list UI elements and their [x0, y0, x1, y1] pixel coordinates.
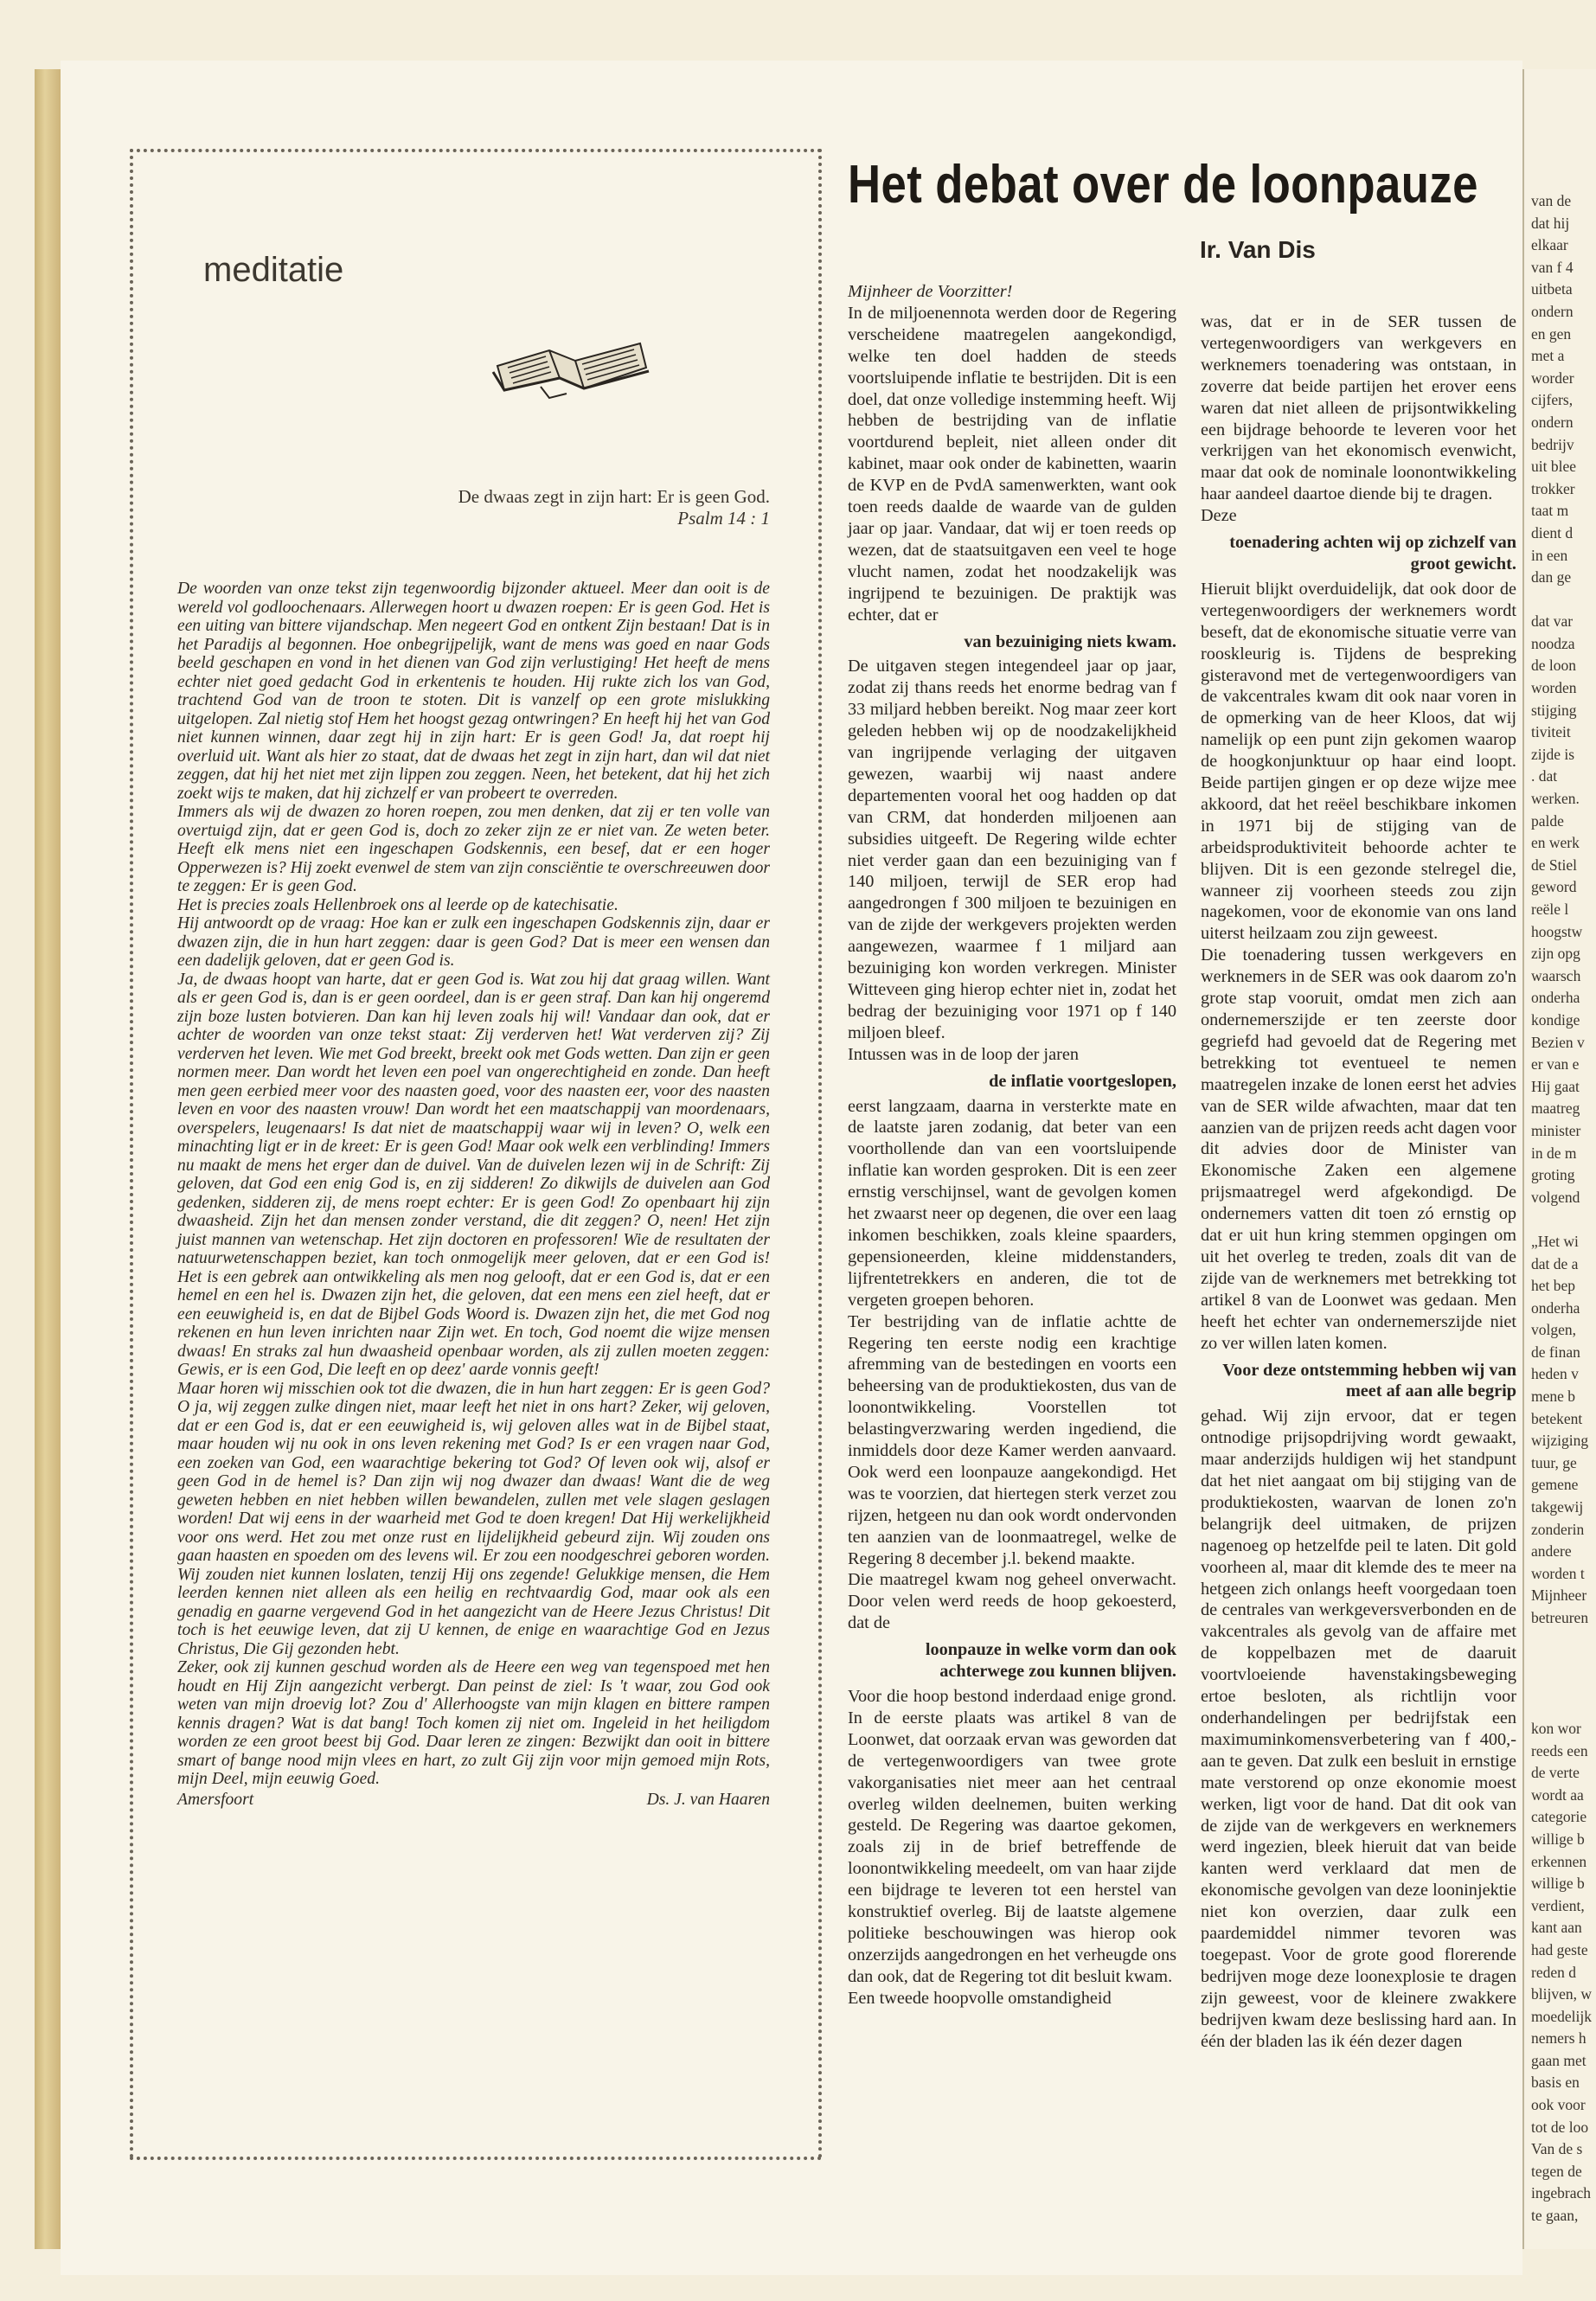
meditation-title: meditatie — [203, 251, 344, 289]
article-column-1 — [848, 281, 1176, 2009]
meditation-author: Ds. J. van Haaren — [646, 1790, 770, 1809]
salutation: Mijnheer de Voorzitter! — [848, 282, 1013, 301]
psalm-quote — [329, 486, 770, 529]
column-2-body — [1201, 311, 1516, 2053]
meditation-paragraph: Het is precies zoals Hellenbroek ons al leerde op de katechisatie. — [177, 895, 619, 914]
next-page-text: van de dat hij elkaar van f 4 uitbeta ondern en gen met a worder cijfers, ondern bedrijv uit blee trokker taat m dient d in een dan ge dat var noodza de loon worden stijging tiviteit zijde is . dat werken. palde en werk de Stiel geword reële l hoogstw zijn opg waarsch onderha kondige Bezien v er van e Hij gaat maatreg minister in de m groting volgend „Het wi dat de a het bep onderha volgen, de finan heden v mene b betekent wijziging tuur, ge gemene takgewij zonderin andere worden t Mijnheer betreuren kon wor reeds een de verte wordt aa categorie willige b erkennen willige b verdient, kant aan had geste reden d blijven, w moedelijk nemers h gaan met basis en ook voor tot de loo Van de s tegen de ingebrach te gaan, — [1531, 192, 1592, 2225]
article-paragraph: Intussen was in de loop der jaren — [848, 1044, 1079, 1064]
subheading: de inflatie voortgeslopen, — [989, 1071, 1176, 1091]
subheading: Voor deze ontstemming hebben wij van meet af aan alle begrip — [1222, 1360, 1516, 1401]
open-bible-icon — [489, 333, 653, 402]
article-headline: Het debat over de loonpauze — [848, 155, 1478, 215]
meditation-paragraph: Zeker, ook zij kunnen geschud worden als de Heere een weg van tegenspoed met hen houdt en Hij Zijn aangezicht verbergt. Dan peinst de ziel: Is 't waar, zou God ook weten van mijn droevig lot? Zou d' Allerhoogste van mijn klagen en bittere rampen kennis dragen? Wat is dat bang! Toch komen zij niet om. Ingeleid in het heiligdom worden ze een groot beest bij God. Daar leren ze zingen: Bezwijkt dan ooit in bittere smart of bange nood mijn vlees en hart, zo zult Gij zijn voor mijn gemoed mijn Rots, mijn Deel, mijn eeuwig Goed. — [177, 1658, 770, 1788]
psalm-reference: Psalm 14 : 1 — [677, 508, 770, 529]
article-paragraph: gehad. Wij zijn ervoor, dat er tegen ontnodige prijsopdrijving wordt gewaakt, maar anderzijds huldigen wij het standpunt dat het niet aangaat om bij stijging van de produktiekosten, waarvan de lonen zo'n belangrijk deel uitmaken, de prijzen nagenoeg op hetzelfde peil te laten. Dit gold voorheen al, maar dit klemde des te meer na hetgeen zich onlangs heeft voorgedaan toen de centrales van werkgeversverbonden en de vakcentrales als gevolg van de affaire met de koppelbazen met de daaruit voortvloeiende havenstakingsbeweging ertoe besloten, als richtlijn voor onderhandelingen per bedrijfstak een maximuminkomensverbetering van f 400,- aan te geven. Dat zulk een besluit in ernstige mate verstorend op onze ekonomie moest werken, ligt voor de hand. Dat dit ook van de zijde van de werkgevers en werknemers werd ingezien, bleek hieruit dat van beide kanten werd verklaard dat men de ekonomische gevolgen van deze looninjektie niet kon overzien, daar zulk een paardemiddel nimmer tevoren was toegepast. Voor de grote good florerende bedrijven moge deze loonexplosie te dragen zijn geweest, voor de kleinere zwakkere bedrijven kwam deze beslissing hard aan. In één der bladen las ik één dezer dagen — [1201, 1407, 1516, 2051]
article-paragraph: De uitgaven stegen integendeel jaar op jaar, zodat zij thans reeds het enorme bedrag van f 33 miljard hebben bereikt. Nog maar zeer kort geleden hebben wij op de noodzakelijkheid van ingrijpende verlaging der uitgaven gewezen, waarbij wij naast andere departementen vooral het oog hadden op dat van CRM, dat honderden miljoenen aan subsidies uitgeeft. De Regering wilde echter niet verder gaan dan een bezuiniging van f 140 miljoen, terwijl de SER erop had aangedrongen f 300 miljoen te bezuinigen en van de zijde der werkgevers projekten werden aangewezen, waarmee f 1 miljard aan bezuiniging kon worden verkregen. Minister Witteveen ging hierop echter niet in, zodat het bedrag der bezuiniging voor 1971 op f 140 miljoen bleef. — [848, 657, 1176, 1042]
meditation-paragraph: Hij antwoordt op de vraag: Hoe kan er zulk een ingeschapen Godskennis zijn, daar er dwazen zijn, die in hun hart zeggen: daar is geen God? Dat is meer een wensen dan een dadelijk geloven, dat er geen God is. — [177, 914, 770, 970]
article-paragraph: Voor die hoop bestond inderdaad enige grond. In de eerste plaats was artikel 8 van de Loonwet, dat oorzaak ervan was geworden dat de vertegenwoordigers van twee grote vakorganisaties niet meer aan het centraal overleg wilden deelnemen, buiten werking gesteld. De Regering was daartoe gekomen, zoals zij in de brief betreffende de loonontwikkeling meedeelt, om van haar zijde een bijdrage te leveren tot een herstel van konstruktief overleg. Bij de laatste algemene politieke beschouwingen was hierop ook onzerzijds aangedrongen en het verheugde ons dan ook, dat de Regering tot dit besluit kwam. — [848, 1687, 1176, 1986]
column-1-body — [848, 303, 1176, 2009]
meditation-paragraph: De woorden van onze tekst zijn tegenwoordig bijzonder aktueel. Meer dan ooit is de wereld vol godloochenaars. Allerwegen hoort u dwazen roepen: Er is geen God. Het is een uiting van bittere vijandschap. Men negeert God en ontkent Zijn bestaan! Dat is in het Paradijs al begonnen. Hoe onbegrijpelijk, want de mens was goed en naar Gods beeld geschapen en vond in het dienen van God zijn verlustiging! Het heeft de mens echter niet goed gedacht God in erkentenis te houden. Hij rukte zich los van God, trachtend God van de troon te stoten. Dit is vanzelf op een grote mislukking uitgelopen. Zal nietig stof Hem het hoogst gezag ontwringen? En heeft hij het van God niet kunnen winnen, daar zegt hij in zijn hart: Er is geen God! Ja, dat roept hij overluid uit. Want als hier zo staat, dat de dwaas het zegt in zijn hart, dan wil dat niet zeggen, dat hij het niet met zijn lippen zou zeggen. Neen, het betekent, dat hij het zich zoekt wijs te maken, dat hij zichzelf er van probeert te overreden. — [177, 580, 770, 803]
meditation-paragraph: Ja, de dwaas hoopt van harte, dat er geen God is. Wat zou hij dat graag willen. Want als er geen God is, dan is er geen oordeel, dan is er geen straf. Dan kan hij ongeremd zijn boze lusten botvieren. Dan kan hij leven zoals hij wil! Vandaar dan ook, dat er achter de woorden van onze tekst staat: Zij verderven het! Wat verderven zij? Zij verderven het leven. Wie met God breekt, breekt ook met Gods wetten. Dan zijn er geen normen meer. Dan wordt het leven een poel van ongerechtigheid en zonde. Dan heeft men geen eerbied meer voor des naasten goed, voor des naasten eer, voor des naasten leven en voor des naasten vrouw! Dan wordt het een maatschappij van moordenaars, overspelers, leugenaars! Is dat niet de maatschappij waar wij in leven? O, welk een minachting ligt er in de kreet: Er is geen God! Maar ook welk een verblinding! Immers nu maakt de mens het erger dan de duivel. Van de duivelen lezen wij in de Schrift: Zij geloven, dat God een enig God is, en zij sidderen! Zo dikwijls de duivelen aan God gedenken, sidderen zij, de mens roept echter: Er is geen God! Zo openbaart hij zijn dwaasheid. Zijn het dan mensen zonder verstand, die dit zeggen? O, neen! Het zijn juist mannen van wetenschap. Het zijn doctoren en professoren! Wie de resultaten der natuurwetenschappen beziet, kan toch onmogelijk meer geloven, dat er een God is! Het is een gebrek aan ontwikkeling als men nog gelooft, dat er een God is, dat er een hemel en een hel is. Dwazen zijn het, die geloven, dat een mens een ziel heeft, dat er een eeuwigheid is, en dat de Bijbel Gods Woord is. Dwazen zijn het, die met God nog rekenen en hun leven inrichten naar Zijn wet. En toch, God noemt die wijze mensen dwaas! En straks zal hun dwaasheid openbaar worden, als zij zullen moeten zeggen: Gewis, er is een God, Die leeft en op deez' aarde vonnis geeft! — [177, 970, 770, 1379]
meditation-paragraph: Immers als wij de dwazen zo horen roepen, zou men denken, dat zij er ten volle van overtuigd zijn, dat er geen God is, doch zo zeker zijn ze er niet van. Ze weten beter. Heeft elk mens niet een ingeschapen Godskennis, een besef, dat er een hoger Opperwezen is? Hij zoekt evenwel de stem van zijn consciëntie te overschreeuwen door te zeggen: Er is geen God. — [177, 803, 770, 895]
subheading: loonpauze in welke vorm dan ook achterwege zou kunnen blijven. — [925, 1640, 1176, 1682]
article-paragraph: was, dat er in de SER tussen de vertegenwoordigers van werkgevers en werknemers toenadering was ontstaan, in zoverre dat beide partijen het erover eens waren dat niet alleen de prijsontwikkeling een bijdrage behoorde te leveren voor het verkrijgen van het ekonomisch evenwicht, maar dat ook de nominale loonontwikkeling haar aandeel daartoe diende bij te dragen. — [1201, 312, 1516, 504]
meditation-place: Amersfoort — [177, 1790, 254, 1809]
meditation-paragraph: Maar horen wij misschien ook tot die dwazen, die in hun hart zeggen: Er is geen God? O ja, wij zeggen zulke dingen niet, maar leeft het niet in ons hart? Zeker, wij geloven, dat er een God is, dat er een eeuwigheid is, wij geloven alles wat in de Bijbel staat, maar houden wij nu ook in ons leven rekening met God? Is er een vragen naar God, een zoeken van God, een waarachtige bekering tot God? Of leven ook wij, alsof er geen God in de hemel is? Dan zijn wij nog dwazer dan dwaas! Want die de weg geweten hebben en niet hebben willen bewandelen, zullen met vele slagen geslagen worden! Dat wij eens in der waarheid met God te doen kregen! Dat Hij werkelijkheid voor ons werd. Het zou met onze rust en lijdelijkheid gebeurd zijn. Wij zouden ons gaan haasten en spoeden om des levens wil. Er zou een noodgeschrei geboren worden. Wij zouden niet kunnen loslaten, tenzij Hij ons zegende! Gelukkige mensen, die Hem leerden kennen niet alleen als een heilig en rechtvaardig God, maar ook als een genadig en gaarne vergevend God in het aangezicht van de Heere Jezus Christus! Dit toch is het eeuwige leven, dat zij U kennen, de enige en waarachtige God en Jezus Christus, Die Gij gezonden hebt. — [177, 1379, 770, 1658]
article-paragraph: Die maatregel kwam nog geheel onverwacht. Door velen werd reeds de hoop gekoesterd, dat de — [848, 1570, 1176, 1633]
article-paragraph: Hieruit blijkt overduidelijk, dat ook door de vertegenwoordigers der werknemers wordt beseft, dat de ekonomische situatie verre van rooskleurig is. Tijdens de bespreking gisteravond met de vertegenwoordigers van de vakcentrales kwam dit ook naar voren in de opmerking van de heer Kloos, dat wij namelijk op een punt zijn gekomen waarop de hoogkonjunktuur op haar eind loopt. Beide partijen gingen er op deze wijze mee akkoord, dat het reëel beschikbare inkomen in 1971 bij de stijging van de arbeidsproduktiviteit behoorde achter te blijven. Dit is een gezonde stelregel die, wanneer zij voorheen steeds zou zijn nagekomen, voor de ekonomie van ons land uiterst heilzaam zou zijn geweest. — [1201, 579, 1516, 944]
article-column-2 — [1201, 311, 1516, 2053]
article-paragraph: Deze — [1201, 506, 1237, 526]
next-page-edge — [1522, 69, 1596, 2249]
book-binding — [35, 69, 61, 2249]
meditation-body — [177, 580, 770, 1809]
article-paragraph: Die toenadering tussen werkgevers en werknemers in de SER was ook daarom zo'n grote stap vooruit, omdat men zich aan ondernemerszijde er ten zeerste door gegriefd had gevoeld dat de Regering met betrekking tot eventueel te nemen maatregelen inzake de lonen eerst het advies van de SER wilde afwachten, maar dat ten aanzien van de prijzen reeds acht dagen voor dit advies door de Minister van Ekonomische Zaken een algemene prijsmaatregel werd afgekondigd. De ondernemers vatten dit toen zó ernstig op dat er uit hun kring stemmen opgingen om uit het overleg te treden, zoals dit van de zijde van de werknemers met betrekking tot artikel 8 van de Loonwet was gedaan. Men heeft het echter van ondernemerszijde niet zo ver willen laten komen. — [1201, 945, 1516, 1353]
article-paragraph: In de miljoenennota werden door de Regering verscheidene maatregelen aangekondigd, welke ten doel hadden de steeds voortsluipende inflatie te bestrijden. Dit is een doel, dat onze volledige instemming heeft. Wij hebben de bestrijding van de inflatie voortdurend bepleit, niet alleen onder dit kabinet, maar ook onder de kabinetten, waarin de KVP en de PvdA samenwerkten, want ook toen reeds daalde de waarde van de gulden jaar op jaar. Vandaar, dat wij er toen reeds op wezen, dat de staatsuitgaven een veel te hoge vlucht namen, zodat het noodzakelijk was ingrijpend te bezuinigen. De praktijk was echter, dat er — [848, 303, 1176, 625]
subheading: van bezuiniging niets kwam. — [964, 631, 1176, 651]
psalm-verse: De dwaas zegt in zijn hart: Er is geen God. — [458, 486, 770, 507]
article-paragraph: Ter bestrijding van de inflatie achtte de Regering ten eerste nodig een krachtige afremming van de bestedingen en voorts een beheersing van de produktiekosten, dus van de loonontwikkeling. Voorstellen tot belastingverzwaring werden ingediend, die inmiddels door deze Kamer werden aanvaard. Ook werd een loonpauze aangekondigd. Het was te voorzien, dat hiertegen sterk verzet zou rijzen, hetgeen nu dan ook wordt ondervonden ten aanzien van de loonmaatregel, welke de Regering 8 december j.l. bekend maakte. — [848, 1311, 1176, 1568]
article-paragraph: eerst langzaam, daarna in versterkte mate en de laatste jaren zodanig, dat beter van een voorthollende dan van een voortsluipende inflatie kan worden gesproken. Dit is een zeer ernstig verschijnsel, want de gevolgen komen het zwaarst neer op degenen, die over een laag inkomen beschikken, zoals kleine spaarders, gepensioneerden, kleine middenstanders, lijfrentetrekkers en anderen, die tot de vergeten groepen behoren. — [848, 1096, 1176, 1310]
meditation-signature-line — [177, 1791, 770, 1810]
article-paragraph: Een tweede hoopvolle omstandigheid — [848, 1988, 1112, 2008]
article-author: Ir. Van Dis — [1200, 236, 1316, 263]
subheading: toenadering achten wij op zichzelf van groot gewicht. — [1229, 533, 1516, 574]
